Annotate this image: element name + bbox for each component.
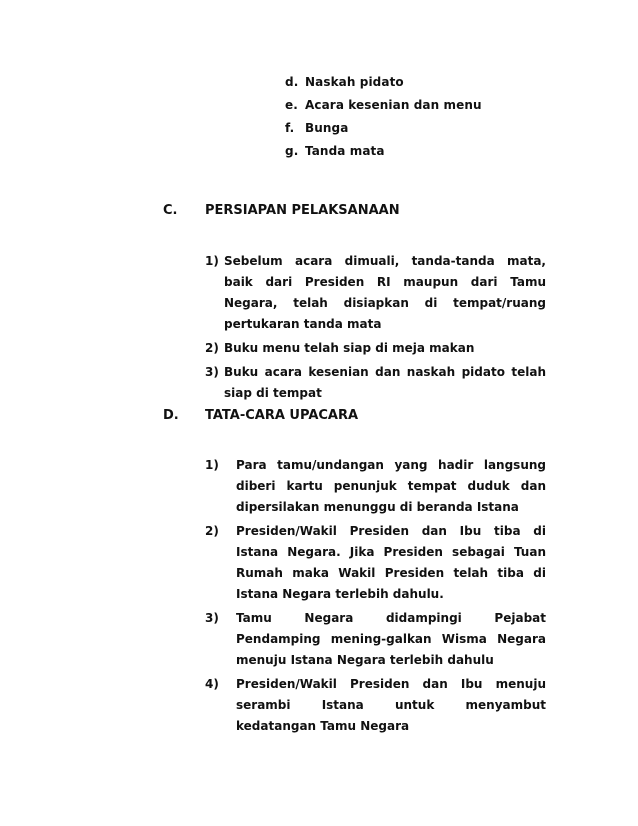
list-item [285,139,585,162]
item-text: Presiden/Wakil Presiden dan Ibu menuju serambi Istana untuk menyambut kedatangan Tamu Negara [236,677,546,733]
list-item [205,338,546,359]
item-text: Buku acara kesenian dan naskah pidato telah siap di tempat [224,365,546,400]
item-number: 3) [205,611,219,625]
item-label: d. [285,74,299,89]
item-text: Sebelum acara dimuali, tanda-tanda mata, baik dari Presiden RI maupun dari Tamu Negara, telah disiapkan di tempat/ruang pertukaran tanda mata [224,254,546,331]
item-number: 1) [205,254,219,268]
section-title: PERSIAPAN PELAKSANAAN [205,203,400,218]
section-letter: C. [163,203,178,218]
item-number: 4) [205,677,219,691]
list-item [205,455,546,518]
section-c-list [205,251,546,407]
list-item [205,362,546,404]
list-item [285,116,585,139]
list-item [205,251,546,335]
list-item [285,93,585,116]
item-text: Tanda mata [305,143,385,158]
item-label: e. [285,97,298,112]
section-d-heading [163,408,358,423]
list-item [285,70,585,93]
item-number: 2) [205,524,219,538]
item-text: Naskah pidato [305,74,404,89]
section-title: TATA-CARA UPACARA [205,408,359,423]
item-text: Para tamu/undangan yang hadir langsung diberi kartu penunjuk tempat duduk dan dipersilakan menunggu di beranda Istana [236,458,546,514]
item-label: g. [285,143,299,158]
list-item [205,608,546,671]
item-text: Bunga [305,120,349,135]
list-item [205,674,546,737]
section-d-list [205,455,546,740]
item-number: 1) [205,458,219,472]
section-c-heading [163,203,400,218]
item-text: Tamu Negara didampingi Pejabat Pendamping mening-galkan Wisma Negara menuju Istana Negara terlebih dahulu [236,611,546,667]
sub-list [285,70,585,162]
item-number: 2) [205,341,219,355]
section-letter: D. [163,408,179,423]
item-number: 3) [205,365,219,379]
item-label: f. [285,120,295,135]
list-item [205,521,546,605]
item-text: Buku menu telah siap di meja makan [224,341,475,355]
item-text: Presiden/Wakil Presiden dan Ibu tiba di Istana Negara. Jika Presiden sebagai Tuan Rumah maka Wakil Presiden telah tiba di Istana Negara terlebih dahulu. [236,524,546,601]
item-text: Acara kesenian dan menu [305,97,482,112]
